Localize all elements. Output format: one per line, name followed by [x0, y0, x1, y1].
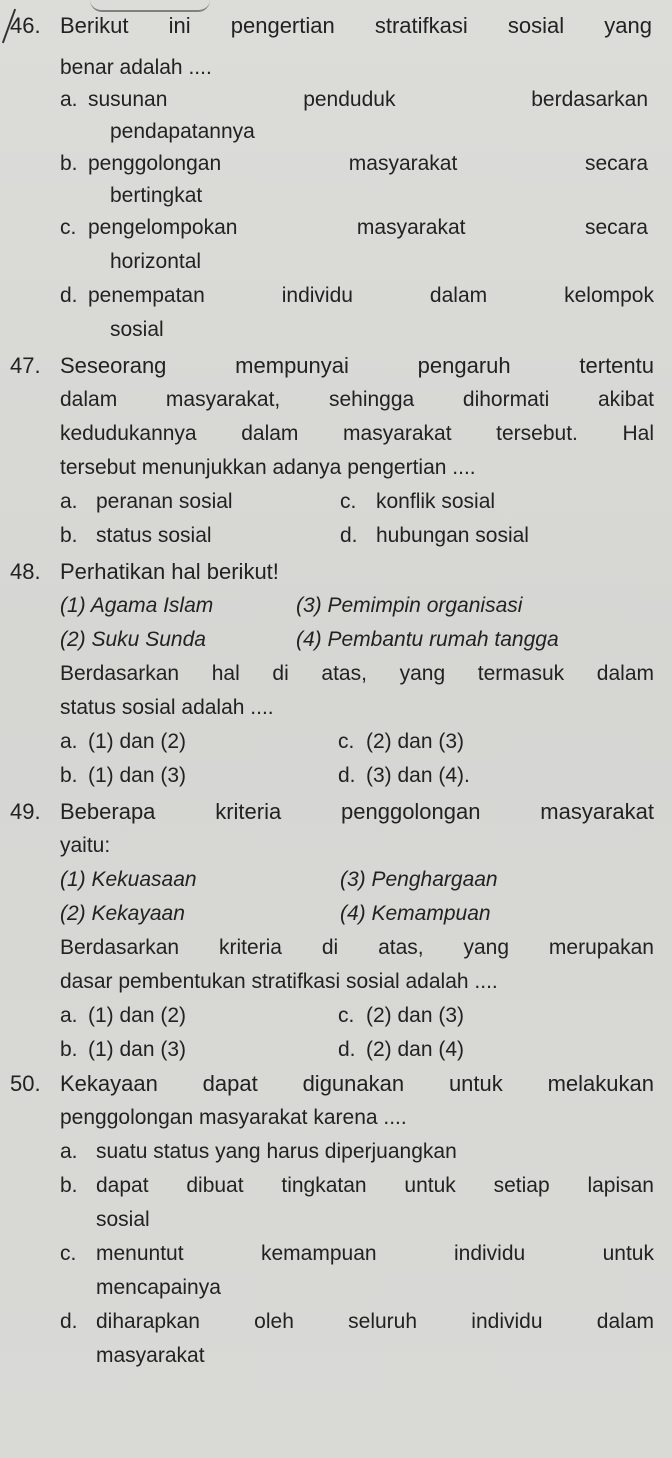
option-46a-line-2[interactable]: pendapatannya: [110, 120, 255, 143]
question-46-number: 46.: [10, 13, 41, 38]
option-50a-line-1[interactable]: suatu status yang harus diperjuangkan: [96, 1140, 457, 1163]
option-50b-line-2[interactable]: sosial: [96, 1208, 150, 1231]
option-48c-text[interactable]: (2) dan (3): [366, 730, 465, 753]
question-46-stem-line-2: benar adalah ....: [60, 56, 212, 79]
option-47c-label[interactable]: c.: [340, 490, 357, 513]
option-48b-text[interactable]: (1) dan (3): [88, 764, 187, 787]
option-50b-label[interactable]: b.: [60, 1174, 78, 1197]
question-49-stem2-line-1: Berdasarkan kriteria di atas, yang merupakan: [60, 936, 654, 959]
question-47-stem-line-2: dalam masyarakat, sehingga dihormati akibat: [60, 388, 654, 411]
option-49c-label[interactable]: c.: [338, 1004, 355, 1027]
question-48-stem-line-1: Perhatikan hal berikut!: [60, 559, 279, 584]
option-48c-label[interactable]: c.: [338, 730, 355, 753]
question-48-stem2-line-2: status sosial adalah ....: [60, 696, 274, 719]
question-49-number: 49.: [10, 799, 41, 824]
option-50d-label[interactable]: d.: [60, 1310, 78, 1333]
question-47-stem-line-1: Seseorang mempunyai pengaruh tertentu: [60, 353, 654, 378]
option-50a-label[interactable]: a.: [60, 1140, 78, 1163]
option-48a-text[interactable]: (1) dan (2): [88, 730, 187, 753]
question-47-stem-line-3: kedudukannya dalam masyarakat tersebut. Hal: [60, 422, 654, 445]
question-47-number: 47.: [10, 353, 41, 378]
option-50c-line-2[interactable]: mencapainya: [96, 1276, 221, 1299]
question-48-item-3: (3) Pemimpin organisasi: [296, 594, 523, 617]
question-48-item-2: (2) Suku Sunda: [60, 628, 206, 651]
question-50-stem-line-1: Kekayaan dapat digunakan untuk melakukan: [60, 1071, 654, 1096]
option-48d-label[interactable]: d.: [338, 764, 356, 787]
option-47b-text[interactable]: status sosial: [96, 524, 212, 547]
option-49a-text[interactable]: (1) dan (2): [88, 1004, 187, 1027]
option-46c-line-2[interactable]: horizontal: [110, 250, 202, 273]
option-49b-text[interactable]: (1) dan (3): [88, 1038, 187, 1061]
option-46d-line-1[interactable]: penempatan individu dalam kelompok: [88, 284, 654, 307]
option-46a-label[interactable]: a.: [60, 88, 78, 111]
option-47d-label[interactable]: d.: [340, 524, 358, 547]
option-47b-label[interactable]: b.: [60, 524, 78, 547]
question-49-stem-line-1: Beberapa kriteria penggolongan masyarakat: [60, 799, 654, 824]
question-49-stem2-line-2: dasar pembentukan stratifkasi sosial adalah ....: [60, 970, 498, 993]
question-49-stem-line-2: yaitu:: [60, 834, 111, 857]
option-46c-line-1[interactable]: pengelompokan masyarakat secara: [88, 216, 648, 239]
option-47c-text[interactable]: konflik sosial: [376, 490, 496, 513]
question-48-number: 48.: [10, 559, 41, 584]
question-49-item-1: (1) Kekuasaan: [60, 868, 197, 891]
option-50c-line-1[interactable]: menuntut kemampuan individu untuk: [96, 1242, 654, 1265]
question-50-stem-line-2: penggolongan masyarakat karena ....: [60, 1106, 407, 1129]
question-48-item-1: (1) Agama Islam: [60, 594, 214, 617]
option-50c-label[interactable]: c.: [60, 1242, 77, 1265]
option-49d-label[interactable]: d.: [338, 1038, 356, 1061]
option-46a-line-1[interactable]: susunan penduduk berdasarkan: [88, 88, 648, 111]
option-50d-line-1[interactable]: diharapkan oleh seluruh individu dalam: [96, 1310, 654, 1333]
option-47d-text[interactable]: hubungan sosial: [376, 524, 529, 547]
option-46b-label[interactable]: b.: [60, 152, 78, 175]
option-46c-label[interactable]: c.: [60, 216, 77, 239]
option-46d-label[interactable]: d.: [60, 284, 78, 307]
question-50-number: 50.: [10, 1071, 41, 1096]
question-48-stem2-line-1: Berdasarkan hal di atas, yang termasuk dalam: [60, 662, 654, 685]
option-47a-label[interactable]: a.: [60, 490, 78, 513]
option-47a-text[interactable]: peranan sosial: [96, 490, 233, 513]
option-48b-label[interactable]: b.: [60, 764, 78, 787]
option-50b-line-1[interactable]: dapat dibuat tingkatan untuk setiap lapisan: [96, 1174, 654, 1197]
question-49-item-3: (3) Penghargaan: [340, 868, 498, 891]
option-49a-label[interactable]: a.: [60, 1004, 78, 1027]
option-46d-line-2[interactable]: sosial: [110, 318, 164, 341]
option-49d-text[interactable]: (2) dan (4): [366, 1038, 465, 1061]
question-47-stem-line-4: tersebut menunjukkan adanya pengertian ....: [60, 456, 476, 479]
option-49c-text[interactable]: (2) dan (3): [366, 1004, 465, 1027]
question-49-item-4: (4) Kemampuan: [340, 902, 491, 925]
option-48d-text[interactable]: (3) dan (4).: [366, 764, 470, 787]
option-46b-line-2[interactable]: bertingkat: [110, 184, 203, 207]
option-50d-line-2[interactable]: masyarakat: [96, 1344, 205, 1367]
question-49-item-2: (2) Kekayaan: [60, 902, 185, 925]
option-48a-label[interactable]: a.: [60, 730, 78, 753]
question-46-stem-line-1: Berikut ini pengertian stratifkasi sosial yang: [60, 13, 652, 38]
option-46b-line-1[interactable]: penggolongan masyarakat secara: [88, 152, 648, 175]
question-48-item-4: (4) Pembantu rumah tangga: [296, 628, 559, 651]
option-49b-label[interactable]: b.: [60, 1038, 78, 1061]
